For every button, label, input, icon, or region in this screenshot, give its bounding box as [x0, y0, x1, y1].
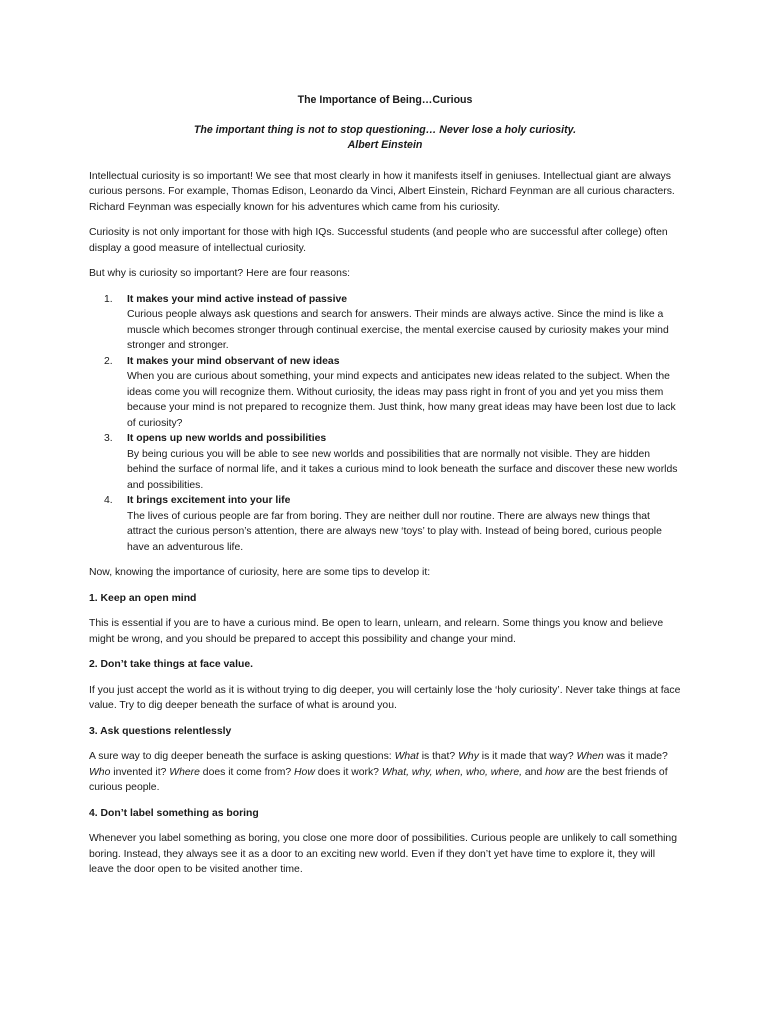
reason-text: The lives of curious people are far from boring. They are neither dull nor routine. There are always new things that attract the curious person’s attention, there are always new ‘toys’ to play with. Instead of being bored, curious people have an adventurous life.	[127, 510, 662, 553]
reason-number: 4.	[104, 495, 113, 506]
tip-text-questions	[89, 749, 681, 796]
reason-text: By being curious you will be able to see new worlds and possibilities that are normally not visible. They are hidden behind the surface of normal life, and it takes a curious mind to look beneath the surface and discover these new worlds and possibilities.	[127, 448, 678, 491]
reason-number: 1.	[104, 293, 113, 305]
tip-text-segment: is that?	[418, 751, 459, 762]
reason-item	[89, 354, 681, 432]
tip-text: Whenever you label something as boring, you close one more door of possibilities. Curious people are unlikely to call something boring. Instead, they always see it as a door to an exciting new world. Even if they don’t yet have time to explore it, they will leave the door open to be visited another time.	[89, 833, 677, 875]
document-page	[89, 93, 681, 888]
tip-heading: 1. Keep an open mind	[89, 592, 197, 604]
question-word: When	[576, 751, 604, 762]
question-word: What	[394, 751, 419, 762]
tip-text-segment: are the best friends of curious people.	[89, 766, 668, 793]
reason-heading: It makes your mind observant of new ideas	[127, 355, 340, 367]
intro-paragraph: Curiosity is not only important for those with high IQs. Successful students (and people who are successful after college) often display a good measure of intellectual curiosity.	[89, 227, 668, 254]
reason-heading: It makes your mind active instead of passive	[127, 293, 348, 305]
tip-text: This is essential if you are to have a curious mind. Be open to learn, unlearn, and relearn. Some things you know and believe might be wrong, and you should be prepared to accept this possibility and change your mind.	[89, 618, 664, 645]
question-word: Where	[169, 766, 200, 778]
quote-text: The important thing is not to stop questioning… Never lose a holy curiosity.	[193, 123, 577, 136]
reason-item	[89, 431, 681, 493]
tip-heading: 2. Don’t take things at face value.	[89, 659, 253, 670]
reason-heading: It opens up new worlds and possibilities	[127, 433, 327, 444]
tip-text-segment: does it work?	[314, 766, 382, 778]
reason-item	[89, 292, 681, 354]
reason-text: When you are curious about something, your mind expects and anticipates new ideas related to the subject. When the ideas come you will recognize them. Without curiosity, the ideas may pass right in front of you and yet you miss them because your mind is not prepared to recognize them. Just think, how many great ideas may have been lost due to lack of curiosity?	[127, 371, 676, 429]
intro-paragraph: Intellectual curiosity is so important! We see that most clearly in how it manifests itself in geniuses. Intellectual giant are always curious persons. For example, Thomas Edison, Leonardo da Vinci, Albert Einstein, Richard Feynman are all curious characters. Richard Feynman was especially known for his adventures which came from his curiosity.	[89, 170, 675, 213]
tip-heading: 4. Don’t label something as boring	[89, 807, 259, 819]
tip-text-segment: is it made that way?	[478, 751, 577, 762]
tips-intro: Now, knowing the importance of curiosity, here are some tips to develop it:	[89, 567, 431, 578]
tip-text-segment: invented it?	[110, 766, 170, 778]
reason-number: 3.	[104, 433, 113, 444]
question-word: how	[545, 766, 565, 778]
question-word: How	[294, 766, 315, 778]
question-word: Who	[89, 766, 111, 778]
question-word: Why	[458, 751, 479, 762]
reason-heading: It brings excitement into your life	[127, 495, 291, 506]
quote-author: Albert Einstein	[347, 139, 423, 151]
tip-text-segment: and	[522, 766, 546, 778]
reason-number: 2.	[104, 355, 113, 367]
reason-item	[89, 493, 681, 555]
epigraph-quote	[89, 123, 681, 154]
reason-text: Curious people always ask questions and search for answers. Their minds are always active. Since the mind is like a muscle which becomes stronger through continual exercise, the mental exercise caused by curiosity makes your mind stronger and stronger.	[127, 309, 669, 351]
tip-text-segment: does it come from?	[199, 766, 295, 778]
intro-paragraph: But why is curiosity so important? Here are four reasons:	[89, 268, 351, 279]
tip-text-segment: was it made?	[603, 751, 668, 762]
tip-heading: 3. Ask questions relentlessly	[89, 725, 232, 737]
question-word: What, why, when, who, where,	[381, 766, 522, 778]
tip-text: If you just accept the world as it is without trying to dig deeper, you will certainly lose the ‘holy curiosity’. Never take things at face value. Try to dig deeper beneath the surface of what is around you.	[89, 684, 681, 711]
reasons-list	[89, 292, 681, 556]
tip-text-segment: A sure way to dig deeper beneath the surface is asking questions:	[89, 751, 395, 762]
document-title: The Importance of Being…Curious	[297, 94, 473, 106]
